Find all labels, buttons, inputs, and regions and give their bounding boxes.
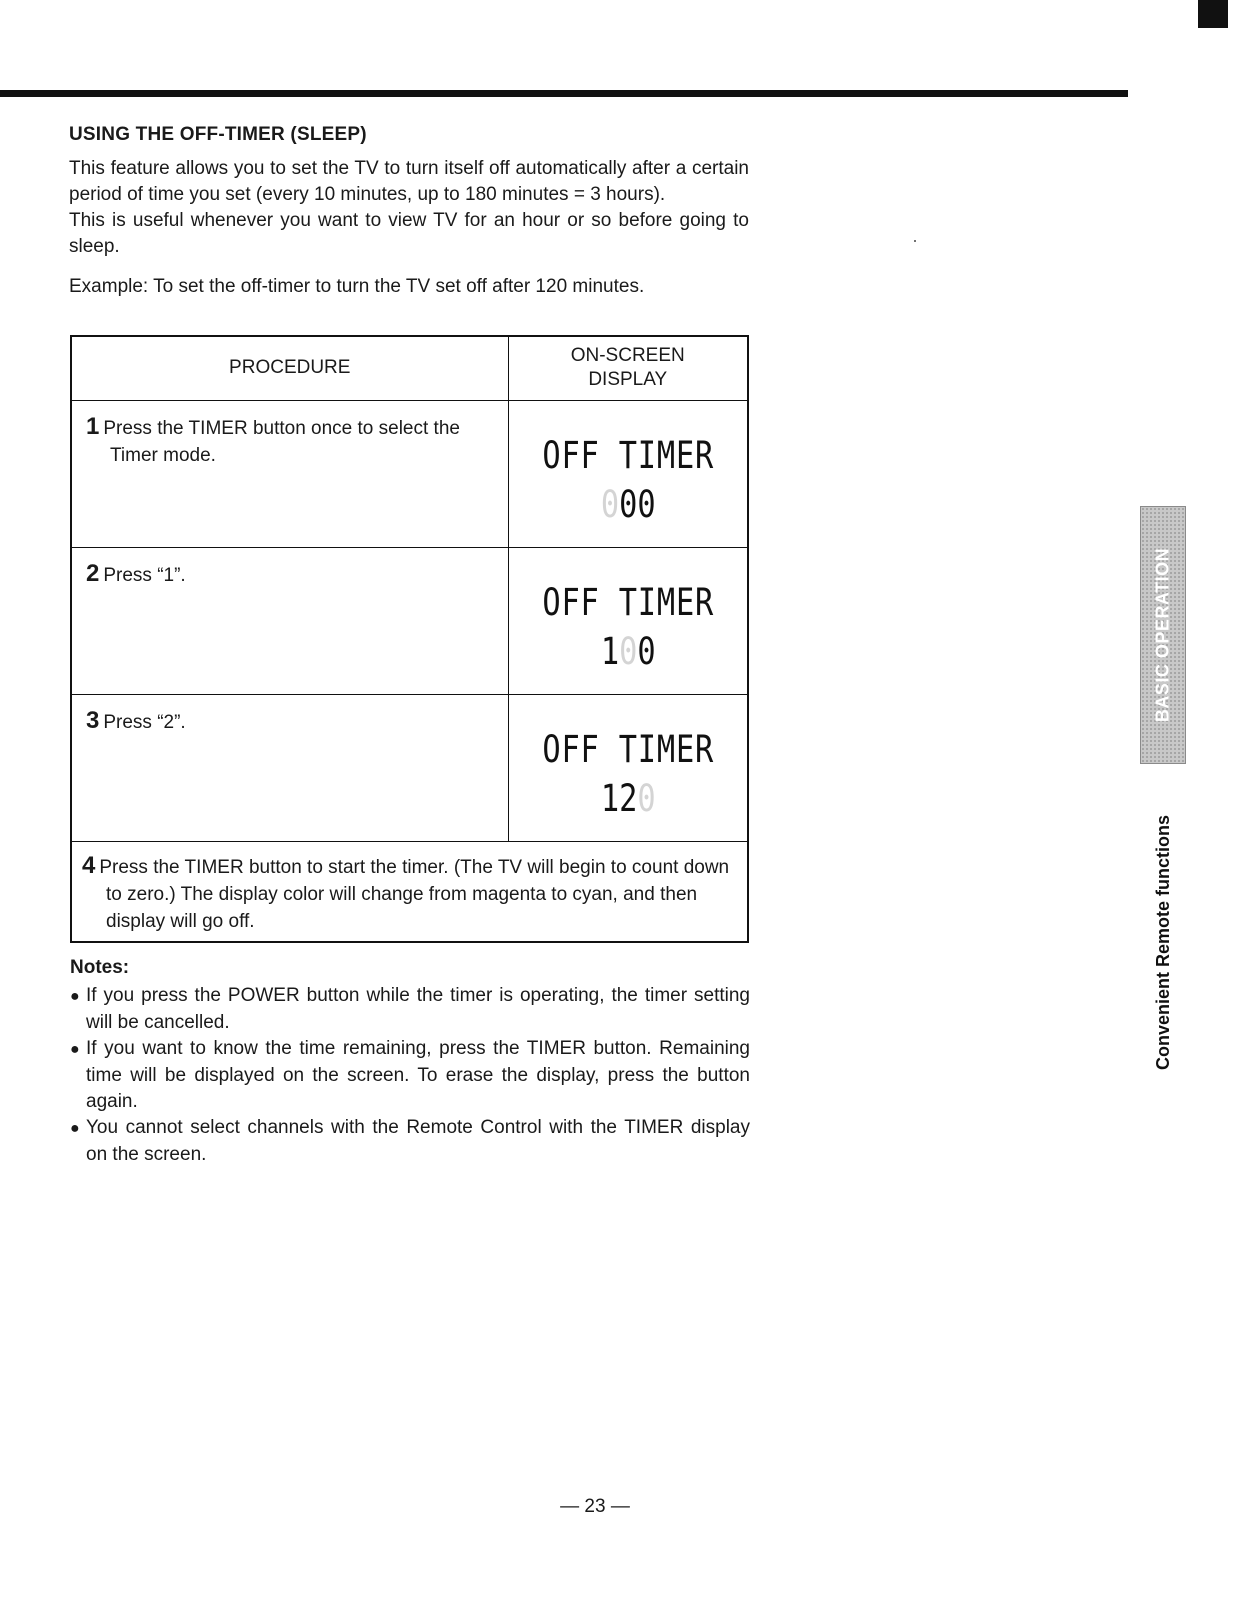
notes-section (70, 957, 750, 1168)
step-1-display (508, 400, 748, 547)
step-2-display-value: 100 (600, 629, 656, 673)
bullet-icon: ● (70, 1041, 80, 1058)
step-4-number: 4 (82, 851, 96, 879)
note-item: ● You cannot select channels with the Remote Control with the TIMER display on the screen. (70, 1117, 750, 1165)
step-1-display-value: 000 (600, 482, 656, 526)
notes-title: Notes: (70, 957, 130, 978)
step-1-text: Press the TIMER button once to select the Timer mode. (103, 417, 460, 466)
header-procedure: PROCEDURE (71, 336, 508, 400)
table-row (71, 694, 748, 841)
step-1-cell (71, 400, 508, 547)
header-display-line1: ON-SCREEN (570, 345, 685, 367)
top-rule (0, 90, 1128, 97)
header-display-line2: DISPLAY (588, 369, 668, 391)
step-4-text: Press the TIMER button to start the timer. (The TV will begin to count down to zero.) The display color will change from magenta to cyan, and then display will go off. (99, 856, 730, 932)
side-tab (1140, 506, 1186, 764)
step-3-display-value: 120 (600, 776, 656, 820)
step-1-number: 1 (86, 412, 100, 440)
page-number: — 23 — (560, 1496, 630, 1517)
table-row (71, 841, 748, 942)
intro-paragraph-2: This is useful whenever you want to view TV for an hour or so before going to sleep. (69, 210, 749, 257)
table-row (71, 547, 748, 694)
side-section-label: Convenient Remote functions (1153, 814, 1173, 1070)
step-3-cell (71, 694, 508, 841)
step-2-text: Press “1”. (103, 564, 186, 586)
step-3-display (508, 694, 748, 841)
corner-mark (1198, 0, 1228, 28)
scan-speck (914, 240, 916, 242)
side-tab-label: BASIC OPERATION (1152, 547, 1173, 723)
step-1-display-title: OFF TIMER (541, 433, 714, 477)
intro-section (69, 124, 749, 300)
step-2-cell (71, 547, 508, 694)
step-3-display-title: OFF TIMER (541, 727, 714, 771)
header-display (508, 336, 748, 400)
step-3-text: Press “2”. (103, 711, 186, 733)
table-header-row (71, 336, 748, 400)
section-title: USING THE OFF-TIMER (SLEEP) (69, 124, 367, 145)
step-2-number: 2 (86, 559, 100, 587)
step-2-display-title: OFF TIMER (541, 580, 714, 624)
table-row (71, 400, 748, 547)
procedure-table (70, 335, 749, 943)
step-2-display (508, 547, 748, 694)
ghost-digit: 0 (636, 776, 656, 820)
bullet-icon: ● (70, 1120, 80, 1137)
step-4-cell (71, 841, 748, 942)
note-item: ● If you press the POWER button while the timer is operating, the timer setting will be cancelled. (70, 985, 750, 1033)
intro-paragraph-1: This feature allows you to set the TV to turn itself off automatically after a certain period of time you set (every 10 minutes, up to 180 minutes = 3 hours). (69, 158, 749, 205)
step-3-number: 3 (86, 706, 100, 734)
note-item: ● If you want to know the time remaining, press the TIMER button. Remaining time will be displayed on the screen. To erase the display, press the button again. (70, 1038, 750, 1112)
bullet-icon: ● (70, 988, 80, 1005)
example-text: Example: To set the off-timer to turn the TV set off after 120 minutes. (69, 276, 645, 297)
ghost-digit: 0 (618, 629, 637, 673)
ghost-digit: 0 (600, 482, 619, 526)
